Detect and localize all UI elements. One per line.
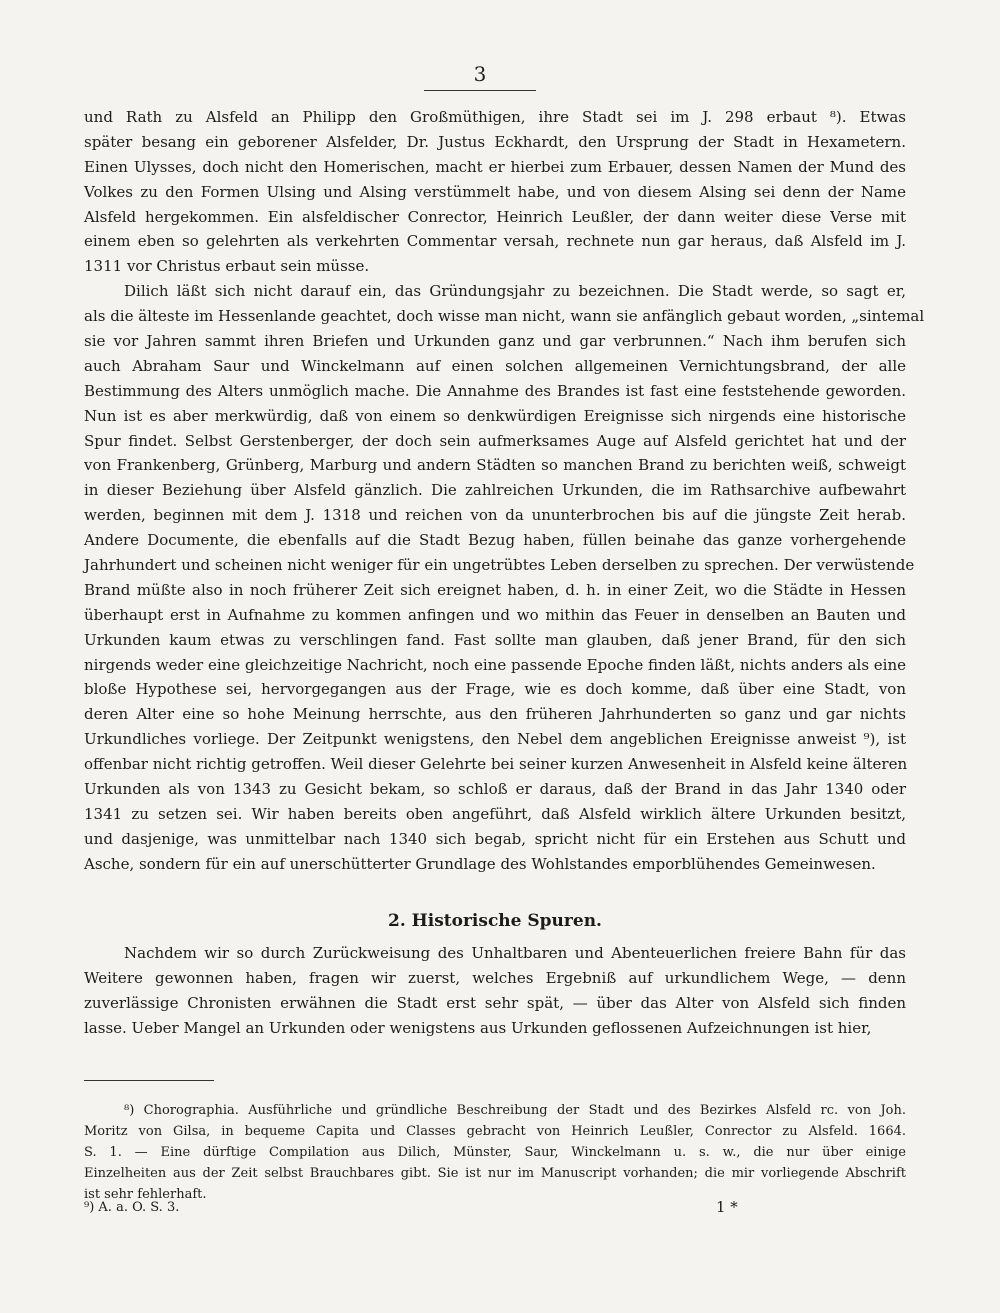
text-line: bloße Hypothese sei, hervorgegangen aus der Frage, wie es doch komme, daß über eine Stadt, von (84, 680, 906, 699)
text-line: Moritz von Gilsa, in bequeme Capita und Classes gebracht von Heinrich Leußler, Conrector zu Alsfeld. 1664. (84, 1124, 906, 1139)
main-text (84, 105, 925, 877)
text-line: Alsfeld hergekommen. Ein alsfeldischer Conrector, Heinrich Leußler, der dann weiter diese Verse mit (84, 207, 906, 226)
text-line: Bestimmung des Alters unmöglich mache. Die Annahme des Brandes ist fast eine feststehende geworden. (84, 381, 906, 400)
text-line: lasse. Ueber Mangel an Urkunden oder wenigstens aus Urkunden geflossenen Aufzeichnungen ist hier, (84, 1019, 872, 1037)
text-line: deren Alter eine so hohe Meinung herrschte, aus den früheren Jahrhunderten so ganz und gar nichts (84, 705, 906, 724)
text-line: ⁸) Chorographia. Ausführliche und gründliche Beschreibung der Stadt und des Bezirkes Alsfeld rc. von Joh. (124, 1103, 906, 1118)
text-line: sie vor Jahren sammt ihren Briefen und Urkunden ganz und gar verbrunnen.“ Nach ihm berufen sich (84, 332, 906, 351)
text-line: Nun ist es aber merkwürdig, daß von einem so denkwürdigen Ereignisse sich nirgends eine historische (84, 406, 906, 425)
text-line: Dilich läßt sich nicht darauf ein, das Gründungsjahr zu bezeichnen. Die Stadt werde, so sagt er, (124, 282, 906, 301)
text-line: überhaupt erst in Aufnahme zu kommen anfingen und wo mithin das Feuer in denselben an Bauten und (84, 605, 906, 624)
paragraph-1 (84, 105, 906, 279)
text-line: werden, beginnen mit dem J. 1318 und reichen von da ununterbrochen bis auf die jüngste Zeit herab. (84, 506, 906, 525)
footnote-8 (84, 1100, 906, 1205)
text-line: nirgends weder eine gleichzeitige Nachricht, noch eine passende Epoche finden läßt, nichts anders als eine (84, 655, 907, 674)
text-line: Urkunden als von 1343 zu Gesicht bekam, so schloß er daraus, daß der Brand in das Jahr 1340 oder (84, 780, 906, 799)
paragraph-2 (84, 279, 925, 876)
text-line: Urkunden kaum etwas zu verschlingen fand. Fast sollte man glauben, daß jener Brand, für den sich (84, 630, 906, 649)
text-line: Spur findet. Selbst Gerstenberger, der doch sein aufmerksames Auge auf Alsfeld gerichtet hat und der (84, 431, 906, 450)
footnote-9: ⁹) A. a. O. S. 3. (84, 1200, 180, 1215)
text-line: einem eben so gelehrten als verkehrten Commentar versah, rechnete nun gar heraus, daß Alsfeld im J. (84, 232, 906, 251)
text-line: als die älteste im Hessenlande geachtet, doch wisse man nicht, wann sie anfänglich gebaut worden, „sintemal (84, 307, 925, 326)
text-line: und Rath zu Alsfeld an Philipp den Großmüthigen, ihre Stadt sei im J. 298 erbaut ⁸). Etwas (84, 108, 906, 126)
text-line: Weitere gewonnen haben, fragen wir zuerst, welches Ergebniß auf urkundlichem Wege, — denn (84, 969, 906, 987)
text-line: auch Abraham Saur und Winckelmann auf einen solchen allgemeinen Vernichtungsbrand, der alle (84, 356, 906, 375)
text-line: zuverlässige Chronisten erwähnen die Stadt erst sehr spät, — über das Alter von Alsfeld sich finden (84, 994, 906, 1012)
page-number: 3 (424, 62, 536, 91)
text-line: 1311 vor Christus erbaut sein müsse. (84, 257, 370, 276)
text-line: von Frankenberg, Grünberg, Marburg und andern Städten so manchen Brand zu berichten weiß, schweigt (84, 456, 906, 475)
footnote-rule (84, 1080, 214, 1081)
text-line: Nachdem wir so durch Zurückweisung des Unhaltbaren und Abenteuerlichen freiere Bahn für das (124, 944, 906, 962)
text-line: Einen Ulysses, doch nicht den Homerischen, macht er hierbei zum Erbauer, dessen Namen der Mund des (84, 157, 906, 176)
text-line: Einzelheiten aus der Zeit selbst Brauchbares gibt. Sie ist nur im Manuscript vorhanden; die mir vorliegende Abschrift (84, 1166, 906, 1181)
text-line: offenbar nicht richtig getroffen. Weil dieser Gelehrte bei seiner kurzen Anwesenheit in Alsfeld keine älteren (84, 755, 908, 774)
text-line: Brand müßte also in noch früherer Zeit sich ereignet haben, d. h. in einer Zeit, wo die Städte in Hessen (84, 580, 906, 599)
paragraph-3 (84, 941, 906, 1041)
text-line: Urkundliches vorliege. Der Zeitpunkt wenigstens, den Nebel dem angeblichen Ereignisse anweist ⁹), ist (84, 730, 906, 749)
text-line: später besang ein geborener Alsfelder, Dr. Justus Eckhardt, den Ursprung der Stadt in Hexametern. (84, 132, 906, 151)
text-line: S. 1. — Eine dürftige Compilation aus Dilich, Münster, Saur, Winckelmann u. s. w., die nur über einige (84, 1145, 906, 1160)
text-line: in dieser Beziehung über Alsfeld gänzlich. Die zahlreichen Urkunden, die im Rathsarchive aufbewahrt (84, 481, 906, 500)
text-line: Asche, sondern für ein auf unerschütterter Grundlage des Wohlstandes emporblühendes Gemeinwesen. (84, 854, 876, 873)
signature-mark: 1 * (716, 1198, 738, 1216)
section-heading: 2. Historische Spuren. (388, 911, 602, 931)
text-line: 1341 zu setzen sei. Wir haben bereits oben angeführt, daß Alsfeld wirklich ältere Urkunden besitzt, (84, 804, 906, 823)
text-line: ist sehr fehlerhaft. (84, 1187, 207, 1202)
text-line: Volkes zu den Formen Ulsing und Alsing verstümmelt habe, und von diesem Alsing sei denn der Name (84, 182, 906, 201)
text-line: und dasjenige, was unmittelbar nach 1340 sich begab, spricht nicht für ein Erstehen aus Schutt und (84, 829, 906, 848)
text-line: Andere Documente, die ebenfalls auf die Stadt Bezug haben, füllen beinahe das ganze vorhergehende (84, 531, 906, 550)
text-line: Jahrhundert und scheinen nicht weniger für ein ungetrübtes Leben derselben zu sprechen. Der verwüstende (84, 556, 915, 575)
